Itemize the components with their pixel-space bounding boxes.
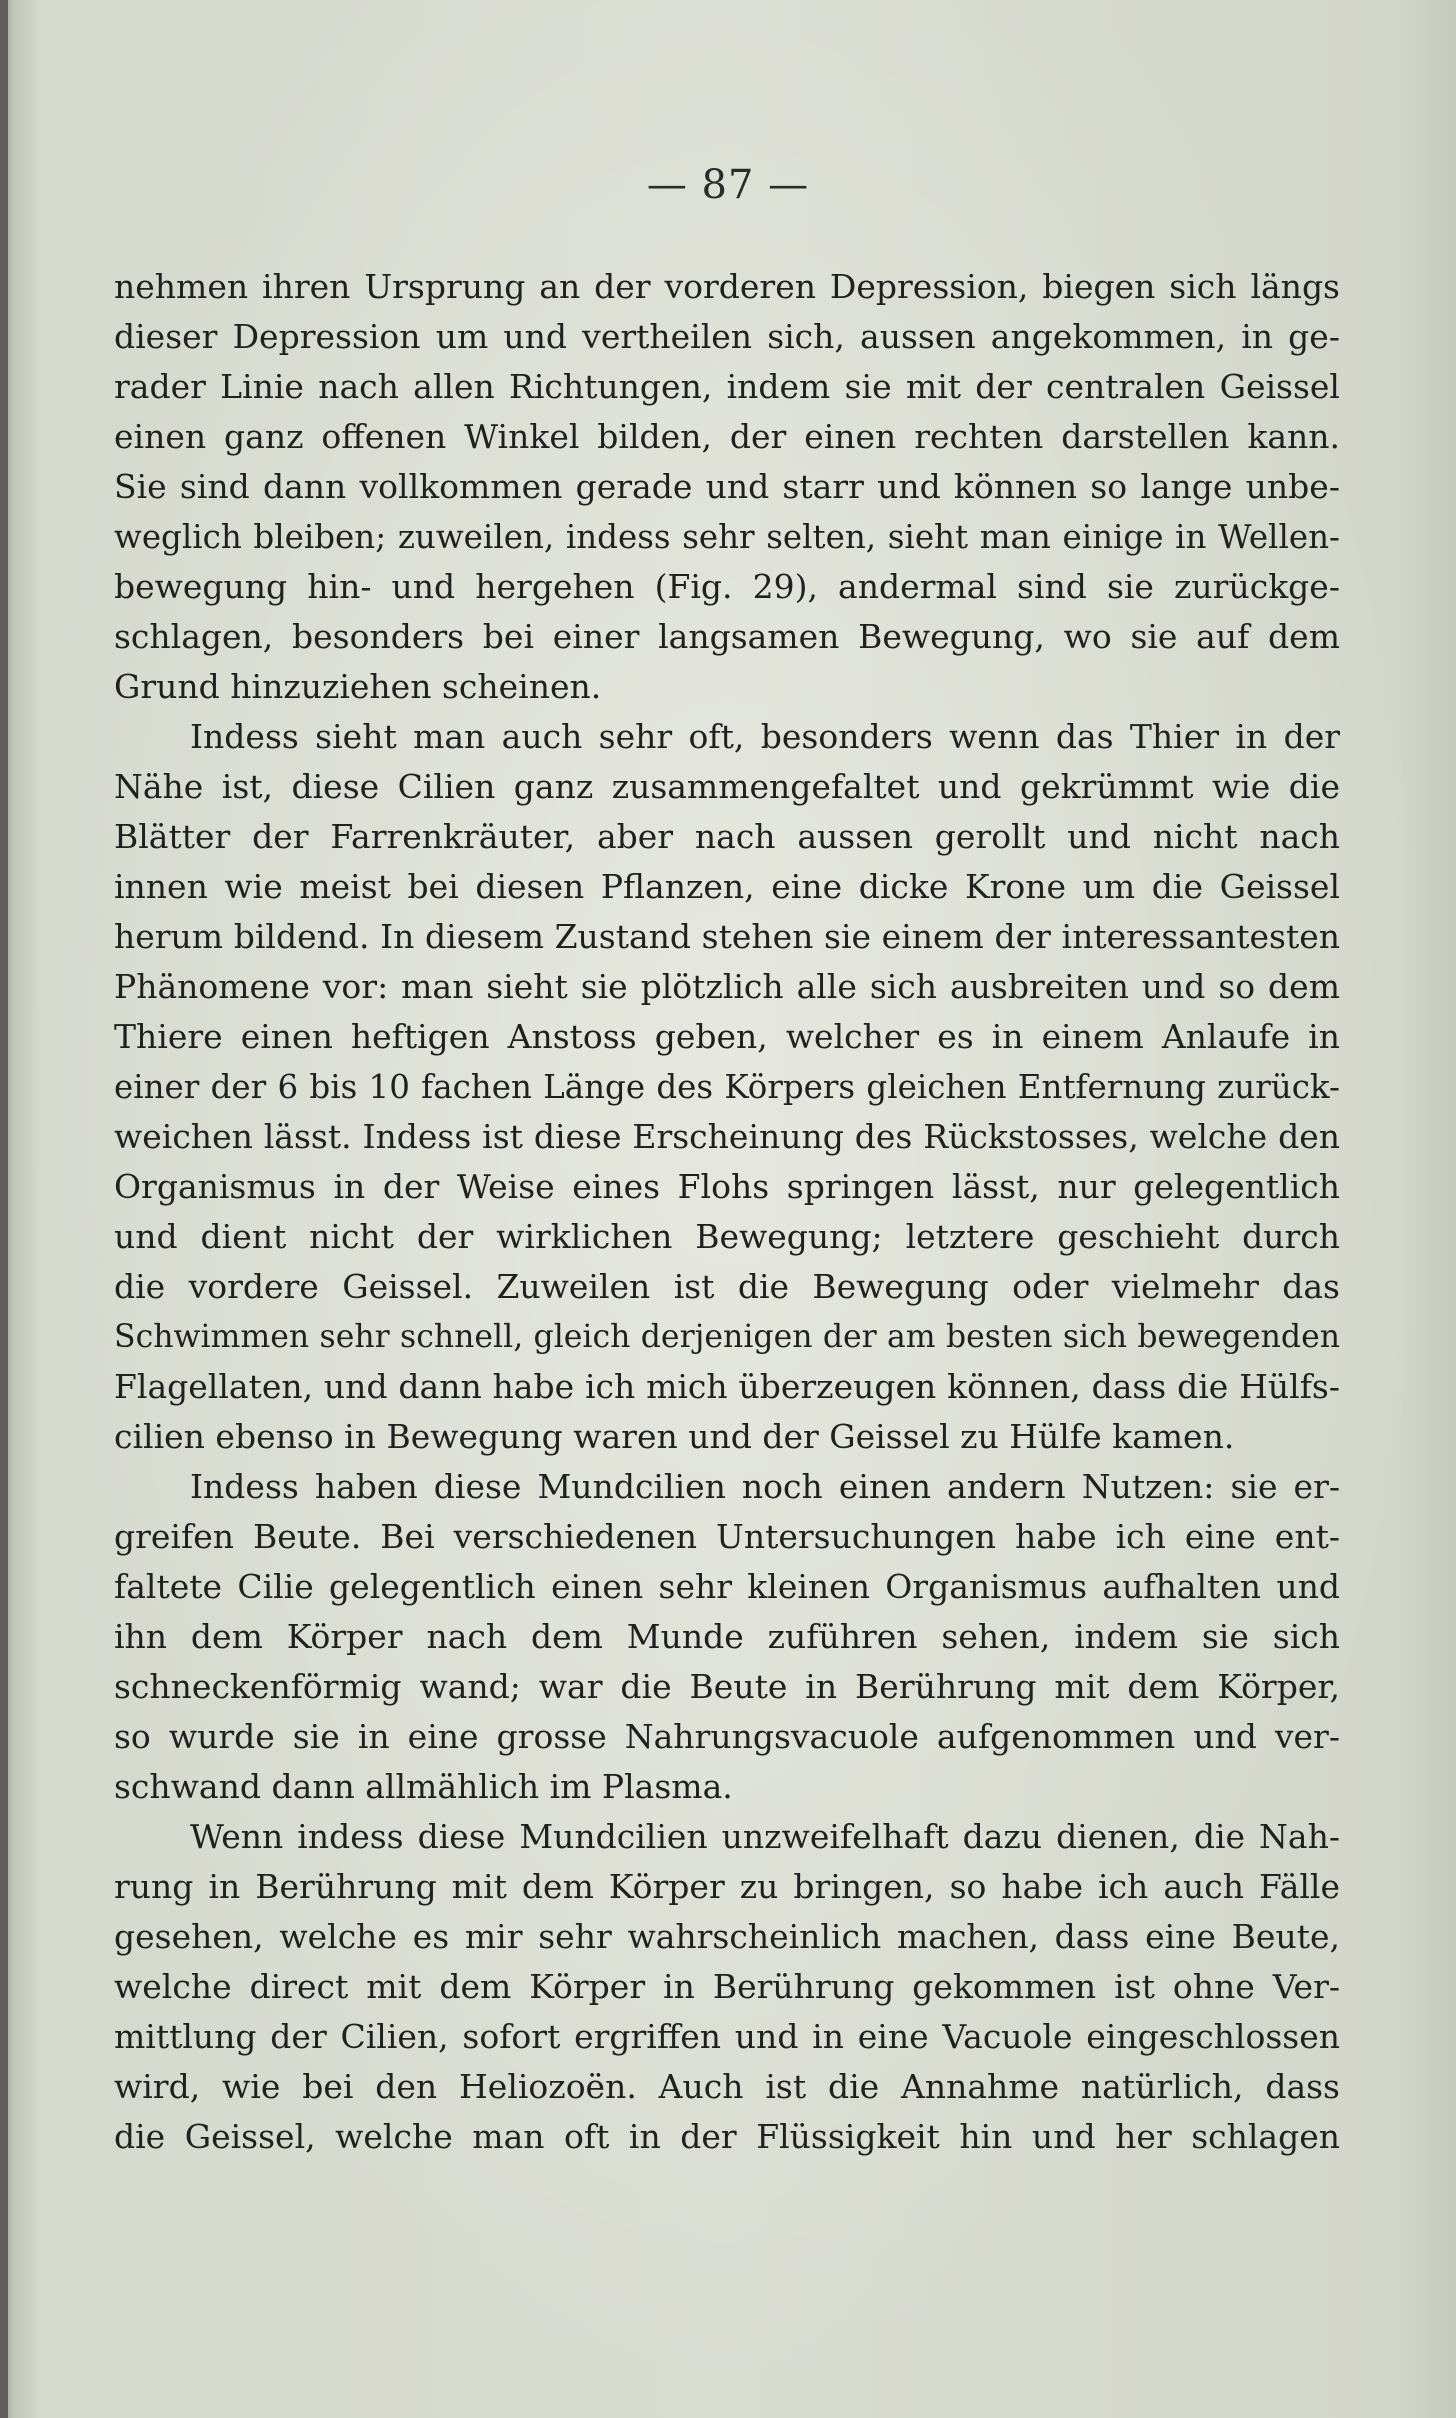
text-line: einer der 6 bis 10 fachen Länge des Körpers gleichen Entfernung zurück-	[114, 1068, 1340, 1106]
text-line: Wenn indess diese Mundcilien unzweifelhaft dazu dienen, die Nah-	[190, 1817, 1340, 1856]
text-line: innen wie meist bei diesen Pflanzen, eine dicke Krone um die Geissel	[114, 867, 1340, 906]
text-line: greifen Beute. Bei verschiedenen Untersuchungen habe ich eine ent-	[114, 1517, 1340, 1556]
text-line: mittlung der Cilien, sofort ergriffen und in eine Vacuole eingeschlossen	[114, 2017, 1340, 2056]
text-line: schlagen, besonders bei einer langsamen Bewegung, wo sie auf dem	[114, 617, 1340, 656]
text-line: rader Linie nach allen Richtungen, indem sie mit der centralen Geissel	[114, 367, 1340, 406]
text-line: Indess sieht man auch sehr oft, besonders wenn das Thier in der	[190, 717, 1340, 756]
text-line: Indess haben diese Mundcilien noch einen andern Nutzen: sie er-	[190, 1467, 1340, 1506]
binding-edge	[0, 0, 8, 2418]
paragraph-1	[114, 262, 1340, 712]
text-line: Flagellaten, und dann habe ich mich überzeugen können, dass die Hülfs-	[114, 1367, 1340, 1406]
text-line: weglich bleiben; zuweilen, indess sehr selten, sieht man einige in Wellen-	[114, 518, 1340, 556]
text-line: herum bildend. In diesem Zustand stehen sie einem der interessantesten	[114, 917, 1340, 956]
text-line: Schwimmen sehr schnell, gleich derjenigen der am besten sich bewegenden	[114, 1319, 1340, 1355]
text-line: welche direct mit dem Körper in Berührung gekommen ist ohne Ver-	[114, 1967, 1340, 2006]
body-text	[114, 262, 1340, 2162]
text-line: die Geissel, welche man oft in der Flüssigkeit hin und her schlagen	[114, 2117, 1340, 2156]
text-line: weichen lässt. Indess ist diese Erscheinung des Rückstosses, welche den	[114, 1117, 1340, 1156]
text-line: einen ganz offenen Winkel bilden, der einen rechten darstellen kann.	[114, 417, 1340, 456]
text-line: Thiere einen heftigen Anstoss geben, welcher es in einem Anlaufe in	[114, 1017, 1340, 1056]
text-line: cilien ebenso in Bewegung waren und der Geissel zu Hülfe kamen.	[114, 1417, 1235, 1456]
text-line: bewegung hin- und hergehen (Fig. 29), andermal sind sie zurückge-	[114, 567, 1340, 606]
paragraph-4	[114, 1812, 1340, 2162]
text-line: nehmen ihren Ursprung an der vorderen Depression, biegen sich längs	[114, 267, 1340, 306]
paragraph-2	[114, 712, 1340, 1462]
text-line: wird, wie bei den Heliozoën. Auch ist die Annahme natürlich, dass	[114, 2067, 1340, 2106]
text-line: gesehen, welche es mir sehr wahrscheinlich machen, dass eine Beute,	[114, 1917, 1340, 1956]
text-line: Grund hinzuziehen scheinen.	[114, 667, 602, 706]
text-line: ihn dem Körper nach dem Munde zuführen sehen, indem sie sich	[114, 1617, 1340, 1656]
page-number: — 87 —	[646, 162, 810, 208]
text-line: dieser Depression um und vertheilen sich, aussen angekommen, in ge-	[114, 317, 1340, 356]
text-line: faltete Cilie gelegentlich einen sehr kleinen Organismus aufhalten und	[114, 1567, 1340, 1606]
text-line: Blätter der Farrenkräuter, aber nach aussen gerollt und nicht nach	[114, 817, 1340, 856]
text-line: Phänomene vor: man sieht sie plötzlich alle sich ausbreiten und so dem	[114, 967, 1340, 1006]
text-line: so wurde sie in eine grosse Nahrungsvacuole aufgenommen und ver-	[114, 1717, 1340, 1756]
text-line: und dient nicht der wirklichen Bewegung; letztere geschieht durch	[114, 1217, 1340, 1256]
text-line: rung in Berührung mit dem Körper zu bringen, so habe ich auch Fälle	[114, 1867, 1340, 1906]
paragraph-3	[114, 1462, 1340, 1812]
text-line: Sie sind dann vollkommen gerade und starr und können so lange unbe-	[114, 467, 1340, 506]
text-line: Organismus in der Weise eines Flohs springen lässt, nur gelegentlich	[114, 1167, 1340, 1206]
text-line: schneckenförmig wand; war die Beute in Berührung mit dem Körper,	[114, 1667, 1340, 1706]
text-line: die vordere Geissel. Zuweilen ist die Bewegung oder vielmehr das	[114, 1267, 1340, 1306]
text-line: schwand dann allmählich im Plasma.	[114, 1767, 733, 1806]
text-line: Nähe ist, diese Cilien ganz zusammengefaltet und gekrümmt wie die	[114, 767, 1340, 806]
